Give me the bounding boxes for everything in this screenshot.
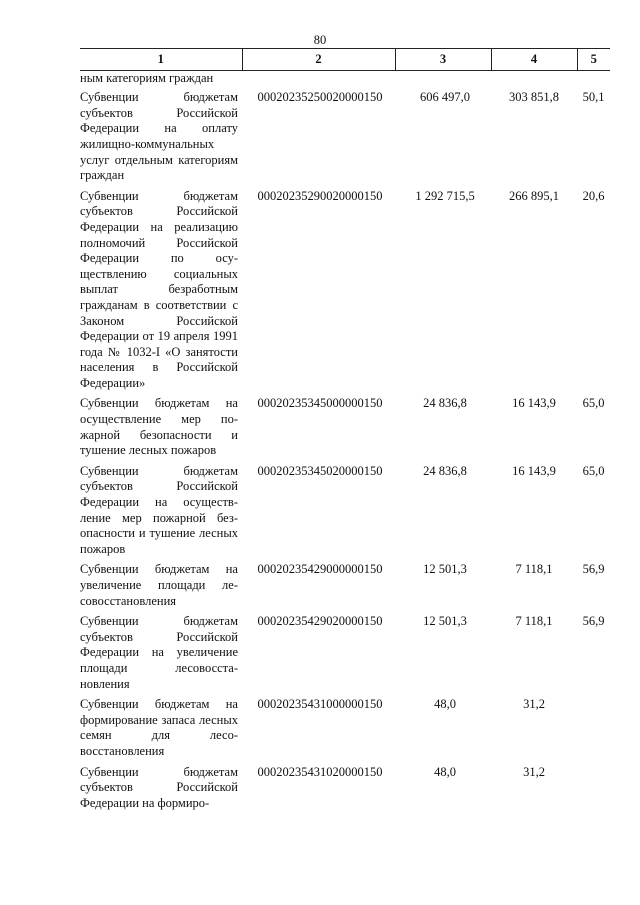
row-planned: 24 836,8 [423, 463, 467, 478]
column-header-2: 2 [242, 49, 395, 71]
page-number: 80 [313, 33, 327, 47]
table-row [80, 90, 610, 189]
row-code: 00020235429020000150 [257, 614, 383, 629]
row-name: Субвенции бюджетам на увеличение площади лесовосстановления [80, 562, 238, 608]
row-planned: 48,0 [434, 697, 456, 712]
row-code: 00020235250020000150 [257, 90, 383, 105]
row-percent: 20,6 [582, 188, 605, 203]
row-code: 00020235345000000150 [257, 396, 383, 411]
row-code: 00020235429000000150 [257, 562, 383, 577]
column-header-3: 3 [395, 49, 491, 71]
row-planned: 12 501,3 [423, 562, 467, 577]
row-planned: 24 836,8 [423, 396, 467, 411]
row-code: 00020235431000000150 [257, 697, 383, 712]
row-executed: 31,2 [523, 697, 545, 712]
budget-table [80, 48, 610, 816]
table-header-row [80, 49, 610, 71]
row-name: Субвенции бюджетам субъектов Российской Федерации на реализацию полномочий Российской Федерации по осуществлению социальных выплат безработным гражданам в соответствии с Законом Российской Федерации от 19 апреля 1991 года № 1032-I «О занятости населения в Российской Федерации» [80, 188, 238, 390]
column-header-5: 5 [577, 49, 610, 71]
row-planned: 48,0 [434, 764, 456, 779]
row-executed: 7 118,1 [515, 562, 553, 577]
row-name: Субвенции бюджетам субъектов Российской Федерации на увеличение площади лесовосстановления [80, 614, 238, 691]
row-percent: 56,9 [582, 562, 605, 577]
row-executed: 266 895,1 [509, 188, 559, 203]
row-percent [577, 697, 610, 764]
table-row [80, 614, 610, 697]
row-name: Субвенции бюджетам субъектов Российской Федерации на оплату жилищно-коммунальных услуг отдельным категориям граждан [80, 90, 238, 183]
table-row [80, 189, 610, 397]
row-planned: 606 497,0 [420, 90, 470, 105]
row-executed: 16 143,9 [512, 396, 556, 411]
continuation-text: ным категориям граждан [80, 70, 214, 85]
row-executed: 303 851,8 [509, 90, 559, 105]
table-row [80, 562, 610, 614]
row-name: Субвенции бюджетам субъектов Российской Федерации на формиро- [80, 764, 238, 810]
row-code: 00020235431020000150 [257, 764, 383, 779]
table-row [80, 464, 610, 563]
row-name: Субвенции бюджетам на формирование запаса лесных семян для лесовосстановления [80, 697, 238, 758]
column-header-4: 4 [491, 49, 577, 71]
row-percent: 56,9 [582, 614, 605, 629]
row-planned: 1 292 715,5 [415, 188, 475, 203]
row-code: 00020235345020000150 [257, 463, 383, 478]
row-planned: 12 501,3 [423, 614, 467, 629]
table-row [80, 765, 610, 817]
table-row [80, 396, 610, 463]
row-name: Субвенции бюджетам на осуществление мер пожарной безопасности и тушение лесных пожаров [80, 396, 238, 458]
row-executed: 16 143,9 [512, 463, 556, 478]
row-name: Субвенции бюджетам субъектов Российской Федерации на осуществление мер пожарной безопасности и тушение лесных пожаров [80, 463, 238, 556]
row-executed: 7 118,1 [515, 614, 553, 629]
row-code: 00020235290020000150 [257, 188, 383, 203]
continuation-row [80, 70, 610, 90]
table-row [80, 697, 610, 764]
row-percent: 65,0 [582, 463, 605, 478]
row-percent [577, 765, 610, 817]
row-percent: 50,1 [582, 90, 605, 105]
column-header-1: 1 [80, 49, 242, 71]
row-percent: 65,0 [582, 396, 605, 411]
row-executed: 31,2 [523, 764, 545, 779]
